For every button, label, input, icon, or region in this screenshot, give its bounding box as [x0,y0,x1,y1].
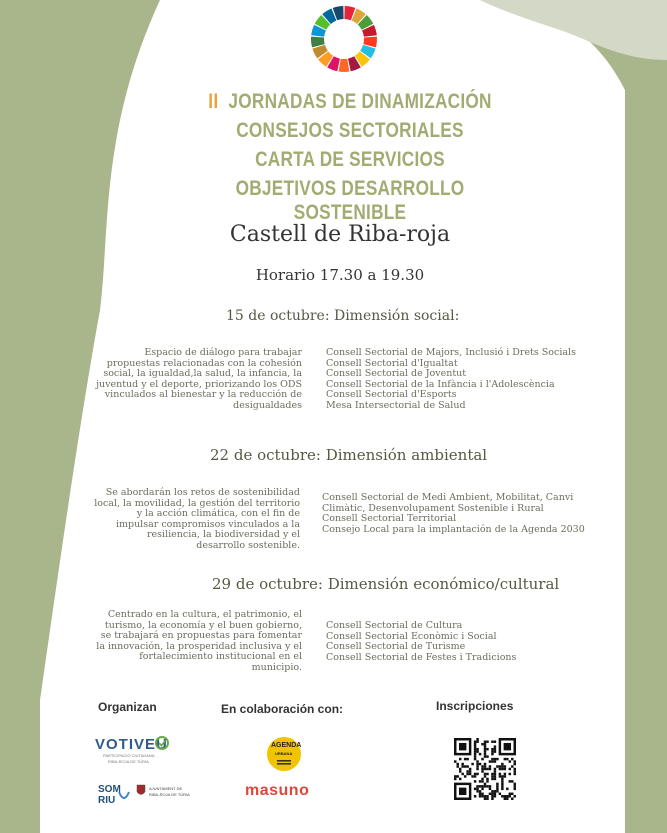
council-item: Consell Sectorial de Cultura [326,620,463,631]
council-item: Consell Sectorial de la Infància i l'Adolescència [326,378,555,390]
council-item: Climàtic, Desenvolupament Sostenible i Rural [322,502,544,514]
council-item: Consell Sectorial de Medi Ambient, Mobilitat, Canvi [322,492,574,503]
title-line-1 [186,90,514,114]
ayuntamiento-text-2: RIBA-ROJA DE TÚRIA [149,792,190,797]
ayuntamiento-shield-icon [136,784,146,798]
inscripciones-heading: Inscripciones [436,699,514,713]
organizan-heading: Organizan [98,700,157,714]
qr-code[interactable] [454,738,516,800]
votiveu-subtitle-2: RIBA-ROJA DE TÚRIA [108,759,149,764]
council-item: Consell Sectorial d'Igualtat [326,357,458,369]
day-heading-economico: 29 de octubre: Dimensión económico/cultural [212,575,560,593]
somriu-logo-line-2: RIU [98,795,116,806]
agenda-urbana-text-2: URBANA [275,751,293,756]
somriu-smile-icon [117,788,131,804]
votiveu-logo: VOTIVEU [95,736,168,753]
day-councils-social [326,348,576,412]
council-item: Consell Sectorial de Turisme [326,641,466,653]
council-item: Consell Sectorial de Majors, Inclusió i Drets Socials [326,347,576,358]
council-item: Consell Sectorial Econòmic i Social [326,630,497,642]
council-item: Consejo Local para la implantación de la Agenda 2030 [322,523,585,535]
council-item: Mesa Intersectorial de Salud [326,399,466,411]
day-description-economico: Centrado en la cultura, el patrimonio, el turismo, la economía y el buen gobierno, se trabajará en propuestas para fomentar la innovación, la prosperidad inclusiva y el fortalecimiento institucional en el municipio. [96,609,302,673]
schedule: Horario 17.30 a 19.30 [255,266,425,284]
day-description-ambiental: Se abordarán los retos de sostenibilidad local, la movilidad, la gestión del territorio y la acción climática, con el fin de impulsar compromisos vinculados a la resiliencia, la biodiversidad y el desarrollo sostenible. [94,487,300,551]
day-councils-ambiental [322,493,585,535]
somriu-logo-line-1: SOM [98,784,121,795]
title-roman: II [208,90,219,113]
sdg-wheel-segment [339,59,350,72]
day-heading-ambiental: 22 de octubre: Dimensión ambiental [210,446,488,464]
ayuntamiento-text-1: AJUNTAMENT DE [149,786,183,791]
title-line-2: CONSEJOS SECTORIALES [236,119,464,142]
venue: Castell de Riba-roja [229,222,451,247]
council-item: Consell Sectorial Territorial [322,513,457,525]
votiveu-check-icon [155,736,169,750]
day-description-social: Espacio de diálogo para trabajar propuestas relacionadas con la cohesión social, la igualdad,la salud, la infancia, la juventud y el deporte, priorizando los ODS vinculados al bienestar y la reducción de desigualdades [96,347,302,411]
colaboracion-heading: En colaboración con: [221,702,344,716]
day-councils-economico [326,621,516,663]
title-line-3: CARTA DE SERVICIOS [255,148,445,171]
council-item: Consell Sectorial d'Esports [326,389,457,401]
council-item: Consell Sectorial de Festes i Tradicions [326,651,517,663]
day-heading-social: 15 de octubre: Dimensión social: [226,308,460,324]
agenda-urbana-text-1: AGENDA [271,742,302,749]
title-line-4: OBJETIVOS DESARROLLO SOSTENIBLE [235,177,465,224]
masuno-logo: masuno [245,782,310,799]
sdg-wheel-logo [309,4,379,74]
council-item: Consell Sectorial de Joventut [326,368,467,380]
votiveu-subtitle-1: PARTICIPACIÓ CIUTADANA [103,753,155,758]
title-line-1-text: JORNADAS DE DINAMIZACIÓN [228,90,492,113]
